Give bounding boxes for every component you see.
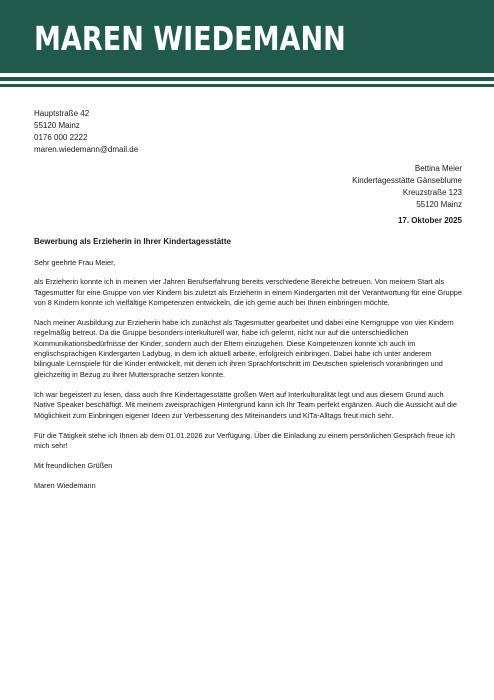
closing-phrase: Mit freundlichen Grüßen (34, 461, 113, 471)
letter-date: 17. Oktober 2025 (397, 216, 462, 225)
header-banner (0, 0, 494, 73)
sender-address-block (34, 108, 138, 156)
header-divider-stripe (0, 77, 494, 81)
sender-city: 55120 Mainz (34, 121, 80, 130)
recipient-address-block (352, 163, 462, 211)
recipient-street: Kreuzstraße 123 (402, 188, 462, 197)
letter-body (34, 258, 464, 501)
salutation: Sehr geehrte Frau Meier, (34, 258, 116, 267)
body-paragraph: Nach meiner Ausbildung zur Erzieherin habe ich zunächst als Tagesmutter gearbeitet und dabei eine Kerngruppe von vier Kindern regelmäßig betreut. Da die Gruppe besonders interkulturell war, habe ich gelernt, nicht nur auf die unterschiedlichen Kommunikationsbedürfnisse der Kinder, sondern auch der Eltern einzugehen. Diese Kompetenzen konnte ich auch im englischsprachigen Kindergarten Ladybug, in dem ich aktuell arbeite, erfolgreich einbringen. Dabei habe ich unter anderem bilinguale Lernspiele für die Kinder entwickelt, mit denen ich ihren Sprachfortschritt im Deutschen spielerisch voranbringen und gleichzeitig in Bezug zu ihrer Muttersprache setzen konnte. (34, 318, 454, 379)
letter-subject: Bewerbung als Erzieherin in Ihrer Kindertagesstätte (34, 237, 231, 246)
header-divider-stripe (0, 84, 494, 87)
recipient-name: Bettina Meier (414, 164, 462, 173)
sender-email: maren.wiedemann@dmail.de (34, 145, 139, 154)
recipient-organization: Kindertagesstätte Gänseblume (352, 176, 462, 185)
body-paragraph: als Erzieherin konnte ich in meinen vier Jahren Berufserfahrung bereits verschiedene Bereiche betreuen. Von meinem Start als Tagesmutter für eine Gruppe von vier Kindern bis zuletzt als Erzieherin in einem Kindergarten mit der Verantwortung für eine Gruppe von 8 Kindern konnte ich vielfältige Kompetenzen entwickeln, die ich gerne auch bei Ihnen einbringen möchte. (34, 277, 462, 307)
sender-street: Hauptstraße 42 (34, 109, 90, 118)
sender-phone: 0176 000 2222 (34, 133, 88, 142)
body-paragraph: Ich war begeistert zu lesen, dass auch Ihre Kindertagesstätte großen Wert auf Interkulturalität legt und aus diesem Grund auch Native Speaker beschäftigt. Mit meinem zweisprachigen Hintergrund kann ich Ihr Team perfekt ergänzen. Auch die Aussicht auf die Möglichkeit zum Einbringen eigener Ideen zur Verbesserung des Miteinanders und KiTa-Alltags freut mich sehr. (34, 389, 457, 420)
applicant-name-heading: MAREN WIEDEMANN (34, 19, 346, 58)
recipient-city: 55120 Mainz (416, 200, 462, 209)
signature-name: Maren Wiedemann (34, 480, 96, 490)
body-paragraph: Für die Tätigkeit stehe ich Ihnen ab dem 01.01.2026 zur Verfügung. Über die Einladung zu einem persönlichen Gespräch freue ich mich sehr! (34, 430, 455, 451)
